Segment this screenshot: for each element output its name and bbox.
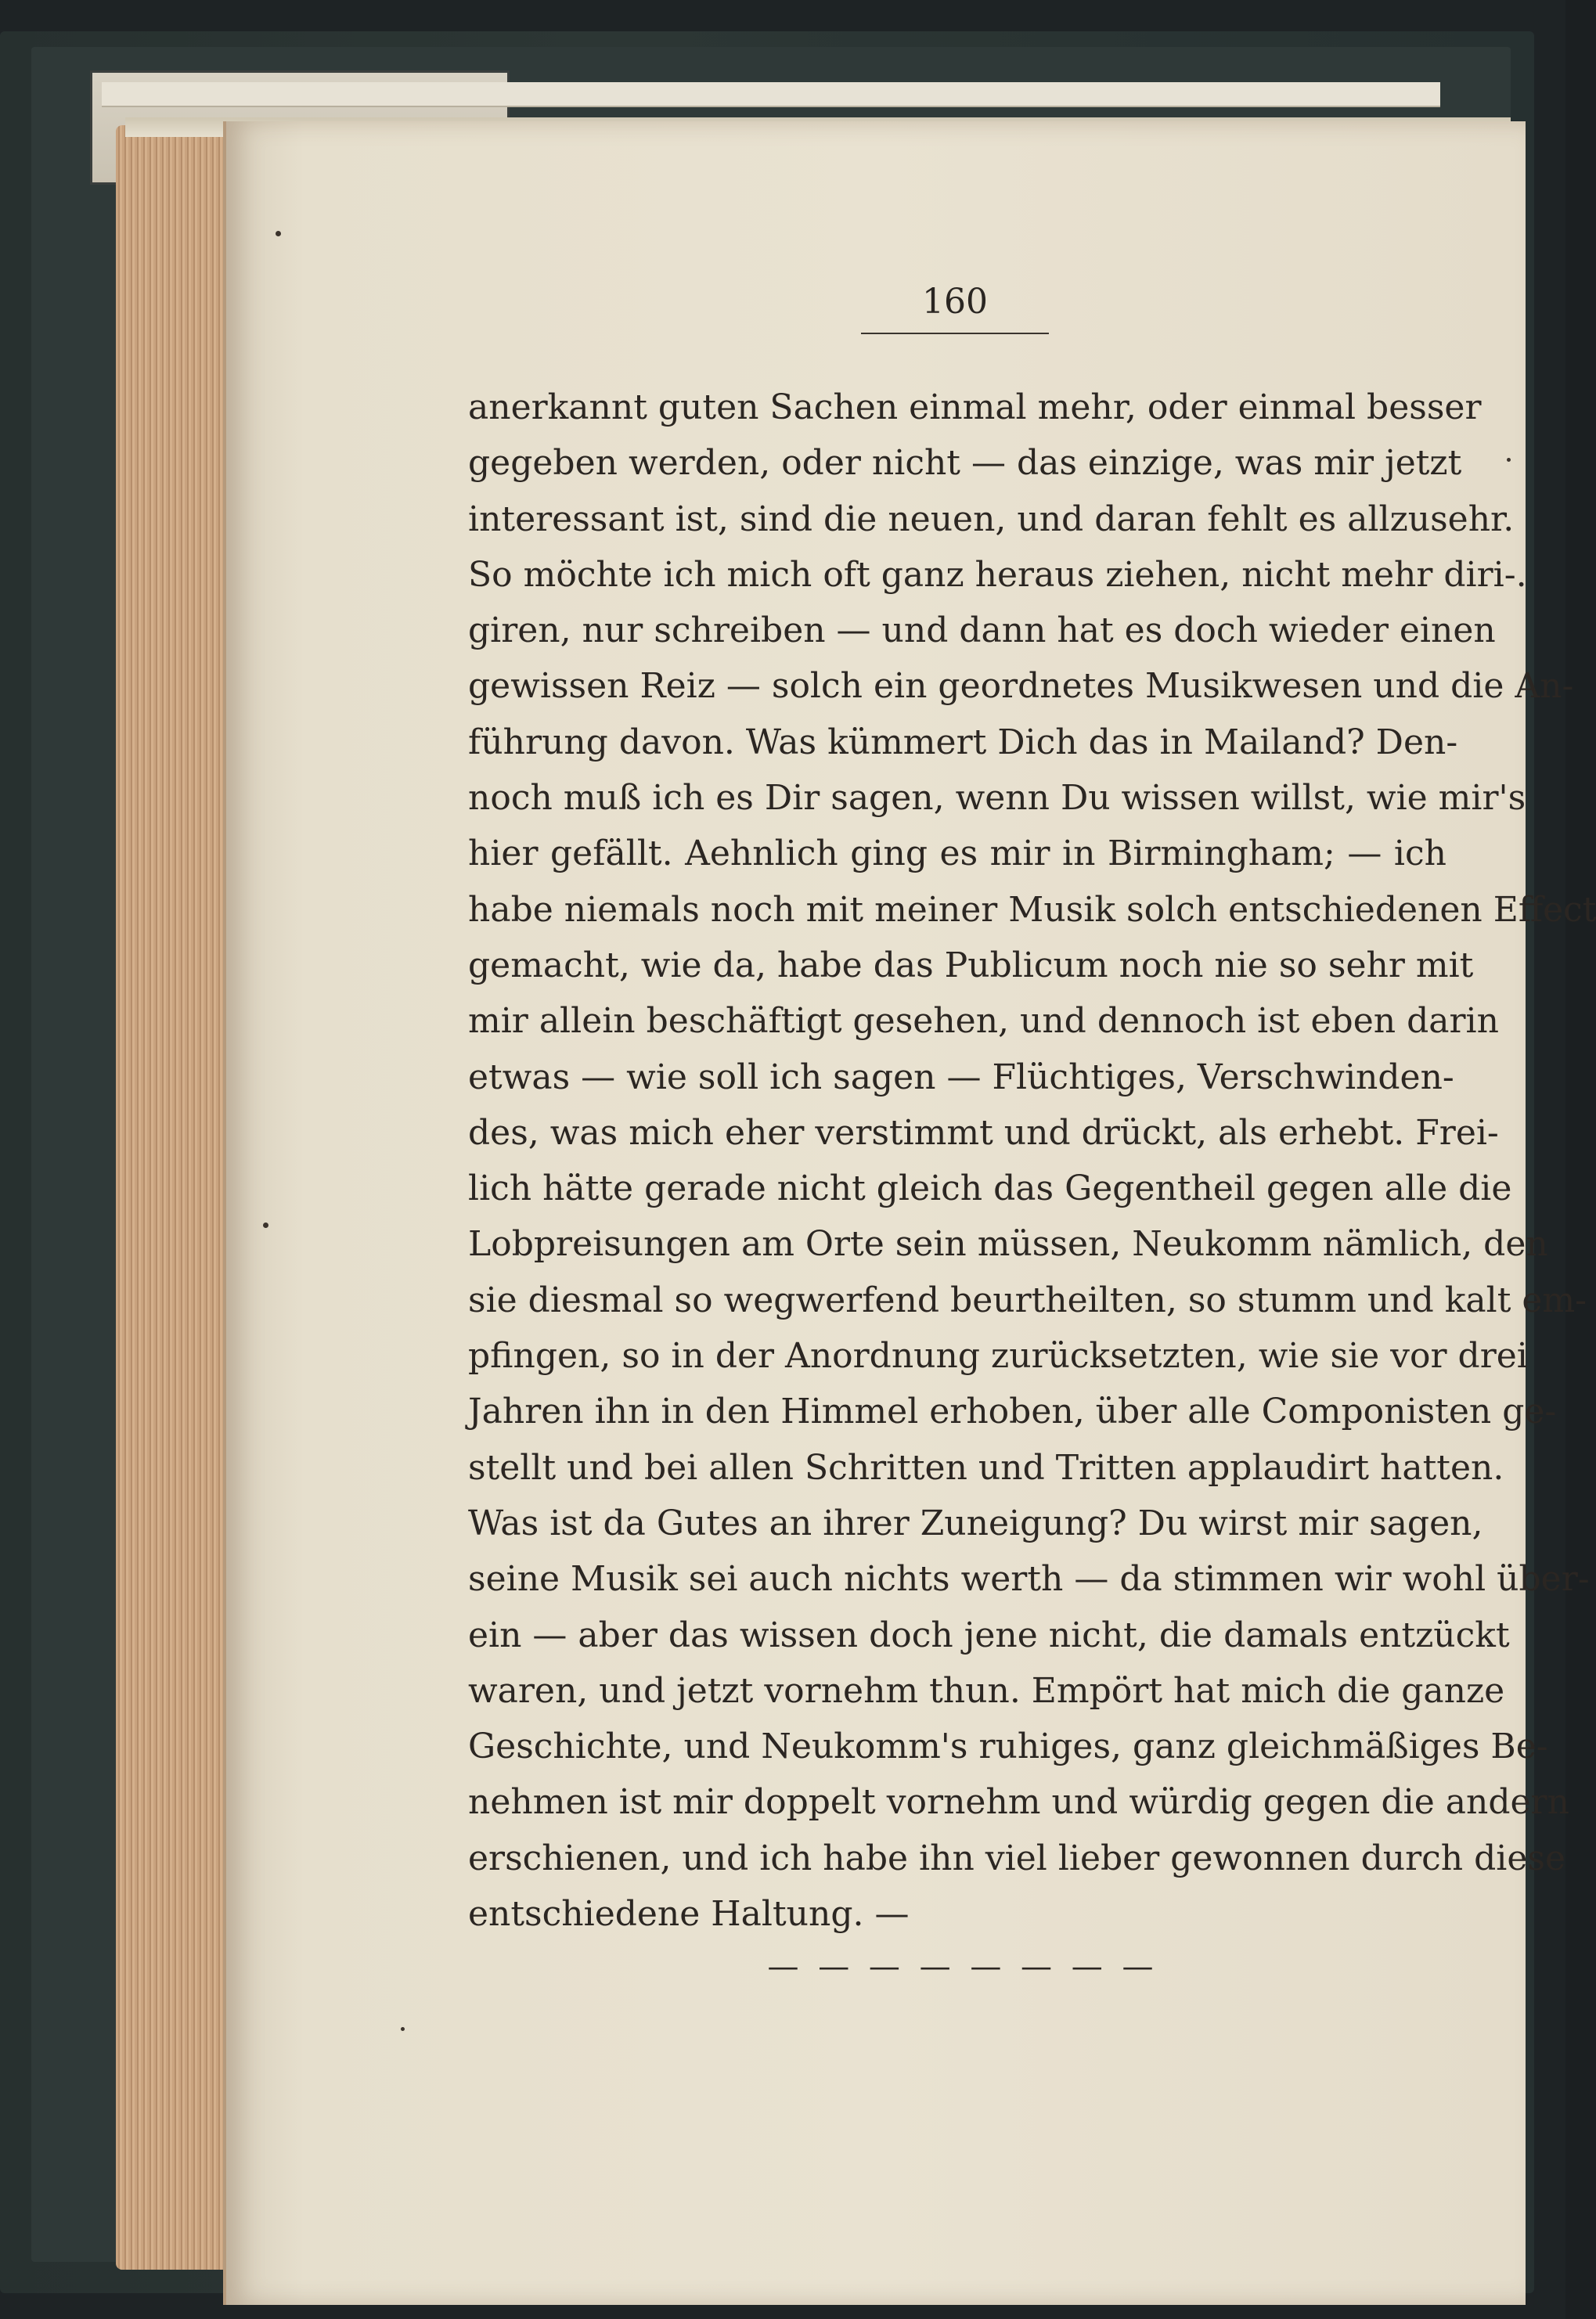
text-line: führung davon. Was kümmert Dich das in Mailand? Den- — [468, 722, 1458, 762]
text-line: etwas — wie soll ich sagen — Flüchtiges, Verschwinden- — [468, 1057, 1454, 1097]
text-line: gewissen Reiz — solch ein geordnetes Musikwesen und die An- — [468, 666, 1574, 707]
text-line: habe niemals noch mit meiner Musik solch entschiedenen Effect — [468, 889, 1596, 930]
page-number: 160 — [922, 282, 988, 322]
paper-speck — [276, 231, 281, 236]
text-line: waren, und jetzt vornehm thun. Empört hat mich die ganze — [468, 1670, 1505, 1711]
paper-speck — [401, 2027, 405, 2031]
text-line: Was ist da Gutes an ihrer Zuneigung? Du wirst mir sagen, — [468, 1503, 1483, 1543]
text-line: pfingen, so in der Anordnung zurücksetzten, wie sie vor drei — [468, 1336, 1528, 1377]
paper-speck — [263, 1223, 268, 1228]
text-line: stellt und bei allen Schritten und Tritten applaudirt hatten. — [468, 1447, 1504, 1488]
text-line: hier gefällt. Aehnlich ging es mir in Birmingham; — ich — [468, 834, 1446, 874]
text-line: ein — aber das wissen doch jene nicht, die damals entzückt — [468, 1615, 1510, 1655]
text-line: giren, nur schreiben — und dann hat es doch wieder einen — [468, 610, 1496, 651]
page-edges — [116, 125, 225, 2270]
text-line: Jahren ihn in den Himmel erhoben, über alle Componisten ge- — [468, 1392, 1557, 1432]
text-line: des, was mich eher verstimmt und drückt, als erhebt. Frei- — [468, 1112, 1499, 1153]
text-line: So möchte ich mich oft ganz heraus ziehen, nicht mehr diri-. — [468, 554, 1527, 595]
text-line: mir allein beschäftigt gesehen, und dennoch ist eben darin — [468, 1001, 1499, 1042]
text-line: Lobpreisungen am Orte sein müssen, Neukomm nämlich, den — [468, 1224, 1548, 1265]
page-top-edge — [102, 82, 1440, 107]
text-line: gegeben werden, oder nicht — das einzige, was mir jetzt — [468, 443, 1462, 484]
text-line: seine Musik sei auch nichts werth — da stimmen wir wohl über- — [468, 1559, 1590, 1600]
body-text — [468, 380, 1596, 1942]
text-line: gemacht, wie da, habe das Publicum noch nie so sehr mit — [468, 945, 1474, 985]
text-line-last: entschiedene Haltung. — — [468, 1894, 910, 1935]
section-break: — — — — — — — — — [767, 1949, 1158, 1985]
text-line: Geschichte, und Neukomm's ruhiges, ganz gleichmäßiges Be- — [468, 1727, 1548, 1767]
text-line: interessant ist, sind die neuen, und daran fehlt es allzusehr. — [468, 499, 1515, 539]
text-line: anerkannt guten Sachen einmal mehr, oder einmal besser — [468, 387, 1482, 427]
text-line: sie diesmal so wegwerfend beurtheilten, so stumm und kalt em- — [468, 1280, 1587, 1320]
text-line: noch muß ich es Dir sagen, wenn Du wissen willst, wie mir's — [468, 778, 1526, 819]
text-line: erschienen, und ich habe ihn viel lieber gewonnen durch diese — [468, 1838, 1566, 1878]
paper-speck — [1507, 458, 1511, 462]
page-number-rule — [861, 333, 1049, 334]
text-line: nehmen ist mir doppelt vornehm und würdig gegen die andern — [468, 1782, 1569, 1823]
text-line: lich hätte gerade nicht gleich das Gegentheil gegen alle die — [468, 1169, 1512, 1209]
